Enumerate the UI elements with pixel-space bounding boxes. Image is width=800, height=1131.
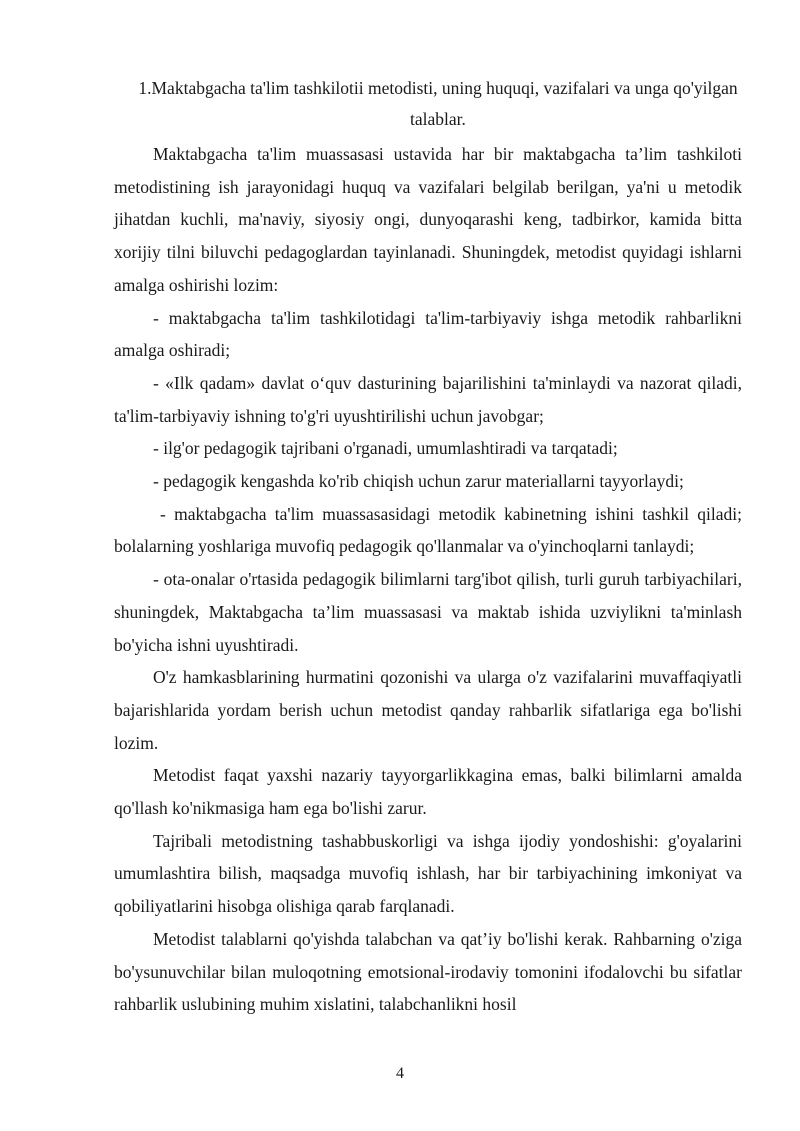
paragraph-intro: Maktabgacha ta'lim muassasasi ustavida har bir maktabgacha ta’lim tashkiloti metodistining ish jarayonidagi huquq va vazifalari belgilab berilgan, ya'ni u metodik jihatdan kuchli, ma'naviy, siyosiy ongi, dunyoqarashi keng, tadbirkor, kamida bitta xorijiy tilni biluvchi pedagoglardan tayinlanadi. Shuningdek, metodist quyidagi ishlarni amalga oshirishi lozim: bbox=[114, 144, 742, 295]
paragraph-initiative: Tajribali metodistning tashabbuskorligi va ishga ijodiy yondoshishi: g'oyalarini umumlashtira bilish, maqsadga muvofiq ishlash, har bir tarbiyachining imkoniyat va qobiliyatlarini hisobga olishiga qarab farqlanadi. bbox=[114, 830, 742, 917]
paragraph-leadership-qualities: O'z hamkasblarining hurmatini qozonishi va ularga o'z vazifalarini muvaffaqiyatli bajarishlarida yordam berish uchun metodist qanday rahbarlik sifatlariga ega bo'lishi lozim. bbox=[114, 667, 742, 753]
list-item-methodical-cabinet: - maktabgacha ta'lim muassasasidagi metodik kabinetning ishini tashkil qiladi; bolalarning yoshlariga muvofiq pedagogik qo'llanmalar va o'yinchoqlarni tanlaydi; bbox=[114, 503, 742, 557]
paragraph-practical-skills: Metodist faqat yaxshi nazariy tayyorgarlikkagina emas, balki bilimlarni amalda qo'llash ko'nikmasiga ham ega bo'lishi zarur. bbox=[114, 765, 742, 819]
list-item-pedagogical-council: - pedagogik kengashda ko'rib chiqish uchun zarur materiallarni tayyorlaydi; bbox=[153, 471, 684, 492]
document-page bbox=[114, 73, 742, 1021]
list-item-advanced-experience: - ilg'or pedagogik tajribani o'rganadi, umumlashtiradi va tarqatadi; bbox=[153, 438, 618, 459]
list-item-ilk-qadam-program: - «Ilk qadam» davlat o‘quv dasturining bajarilishini ta'minlaydi va nazorat qiladi, ta'lim-tarbiyaviy ishning to'g'ri uyushtirilishi uchun javobgar; bbox=[114, 372, 742, 426]
list-item-methodical-guidance: - maktabgacha ta'lim tashkilotidagi ta'lim-tarbiyaviy ishga metodik rahbarlikni amalga oshiradi; bbox=[114, 307, 742, 361]
page-number: 4 bbox=[396, 1065, 404, 1082]
paragraph-demanding: Metodist talablarni qo'yishda talabchan va qat’iy bo'lishi kerak. Rahbarning o'ziga bo'ysunuvchilar bilan muloqotning emotsional-irodaviy tomonini ifodalovchi bu sifatlar rahbarlik uslubining muhim xislatini, talabchanlikni hosil bbox=[114, 928, 742, 1015]
list-item-parents-continuity: - ota-onalar o'rtasida pedagogik bilimlarni targ'ibot qilish, turli guruh tarbiyachilari, shuningdek, Maktabgacha ta’lim muassasasi va maktab ishida uzviylikni ta'minlash bo'yicha ishni uyushtiradi. bbox=[114, 569, 742, 655]
section-title: 1.Maktabgacha ta'lim tashkilotii metodisti, uning huquqi, vazifalari va unga qo'yilgan talablar. bbox=[138, 78, 738, 129]
